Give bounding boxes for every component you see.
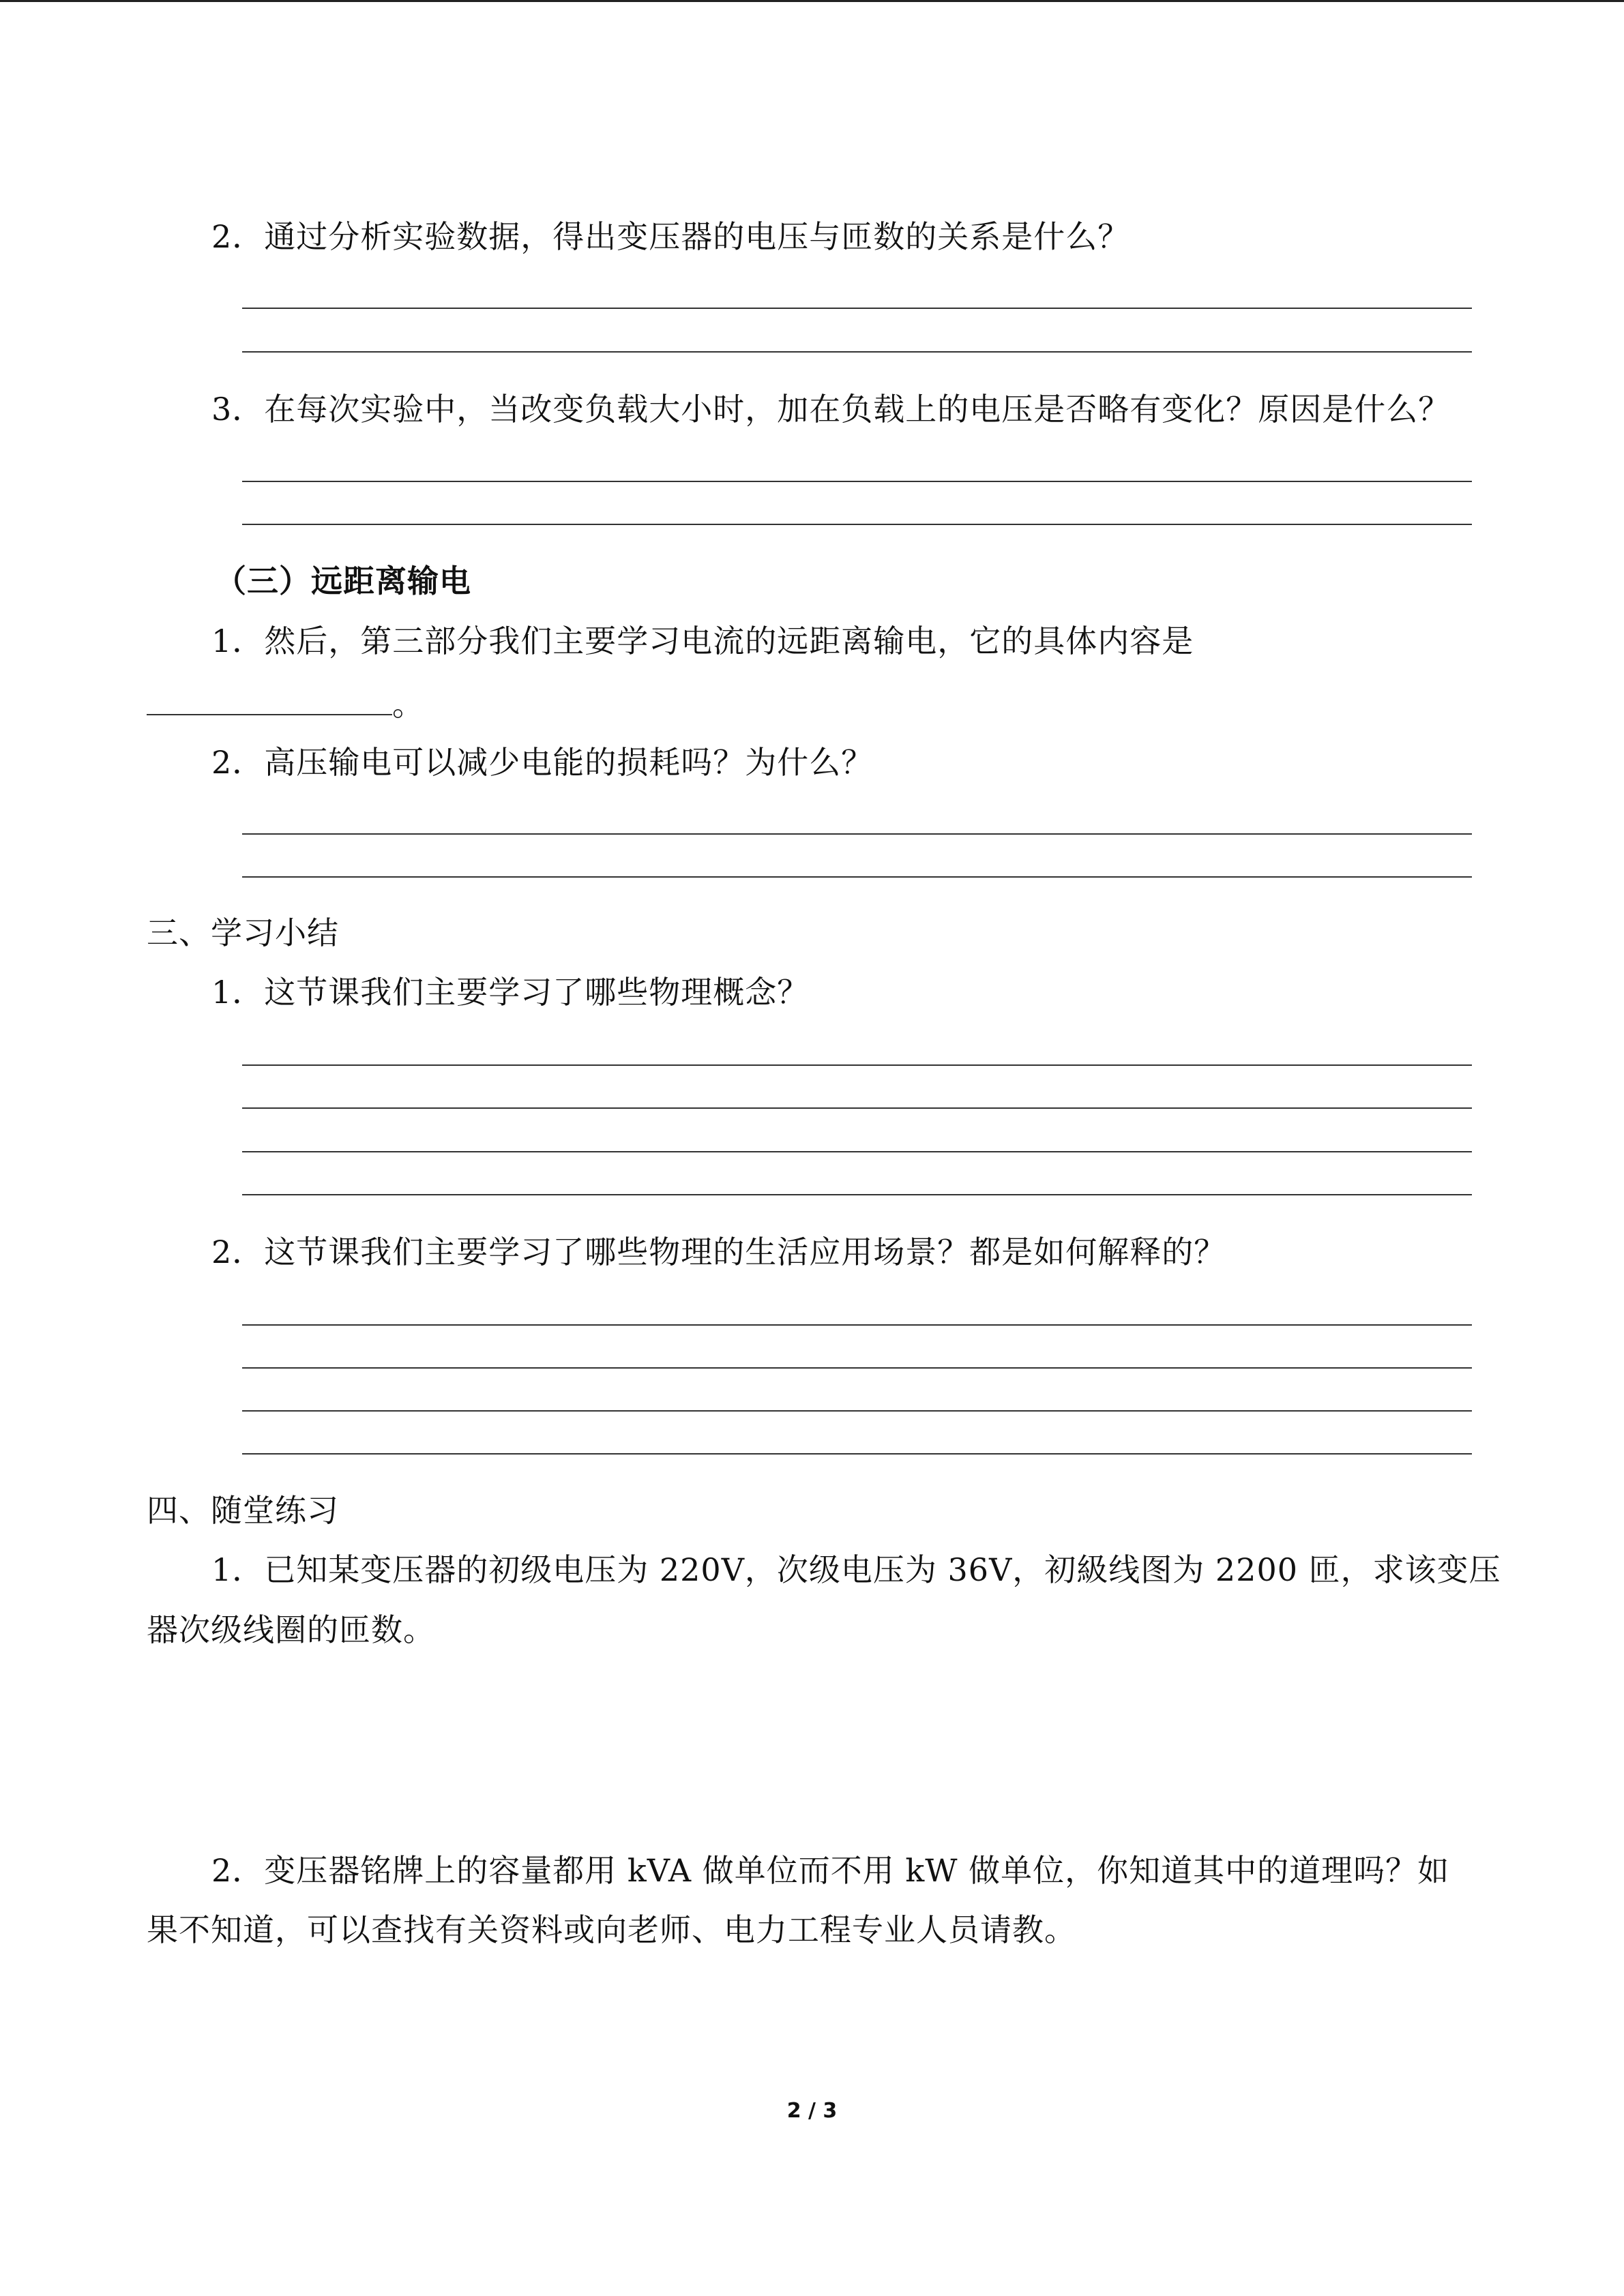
answer-line[interactable] xyxy=(242,876,1472,878)
fill-blank[interactable] xyxy=(147,687,392,715)
exercise-question-1-line-2: 器次级线圈的匝数。 xyxy=(147,1611,435,1648)
answer-line[interactable] xyxy=(242,1453,1472,1455)
page-number: 2 / 3 xyxy=(786,2099,838,2123)
question-2-voltage-turns: 2．通过分析实验数据，得出变压器的电压与匝数的关系是什么？ xyxy=(211,218,1130,255)
question-2-high-voltage: 2．高压输电可以减少电能的损耗吗？为什么？ xyxy=(211,744,874,781)
answer-line[interactable] xyxy=(242,481,1472,482)
answer-line[interactable] xyxy=(242,351,1472,353)
answer-line[interactable] xyxy=(242,1324,1472,1326)
fill-blank-period: 。 xyxy=(392,686,424,723)
answer-line[interactable] xyxy=(242,1410,1472,1412)
summary-question-2: 2．这节课我们主要学习了哪些物理的生活应用场景？都是如何解释的？ xyxy=(211,1234,1226,1270)
answer-line[interactable] xyxy=(242,1064,1472,1066)
question-1-transmission-content: 1．然后，第三部分我们主要学习电流的远距离输电，它的具体内容是 xyxy=(211,623,1194,659)
top-border xyxy=(0,0,1624,2)
answer-line[interactable] xyxy=(242,1194,1472,1195)
section-heading-summary: 三、学习小结 xyxy=(147,914,339,951)
answer-line[interactable] xyxy=(242,1151,1472,1152)
answer-line[interactable] xyxy=(242,1107,1472,1109)
question-3-load-voltage: 3．在每次实验中，当改变负载大小时，加在负载上的电压是否略有变化？原因是什么？ xyxy=(211,391,1451,428)
answer-line[interactable] xyxy=(242,524,1472,525)
answer-line[interactable] xyxy=(242,308,1472,309)
fill-blank-row xyxy=(147,684,424,725)
exercise-question-2-line-2: 果不知道，可以查找有关资料或向老师、电力工程专业人员请教。 xyxy=(147,1911,1076,1948)
exercise-question-2-line-1: 2．变压器铭牌上的容量都用 kVA 做单位而不用 kW 做单位，你知道其中的道理吗？如 xyxy=(211,1852,1450,1889)
answer-line[interactable] xyxy=(242,1367,1472,1369)
exercise-question-1-line-1: 1．已知某变压器的初级电压为 220V，次级电压为 36V，初級线图为 2200 匝，求该变压 xyxy=(211,1551,1501,1588)
section-heading-transmission: （三）远距离输电 xyxy=(215,563,471,599)
answer-line[interactable] xyxy=(242,833,1472,835)
section-heading-exercise: 四、随堂练习 xyxy=(147,1492,339,1529)
summary-question-1: 1．这节课我们主要学习了哪些物理概念？ xyxy=(211,974,810,1011)
